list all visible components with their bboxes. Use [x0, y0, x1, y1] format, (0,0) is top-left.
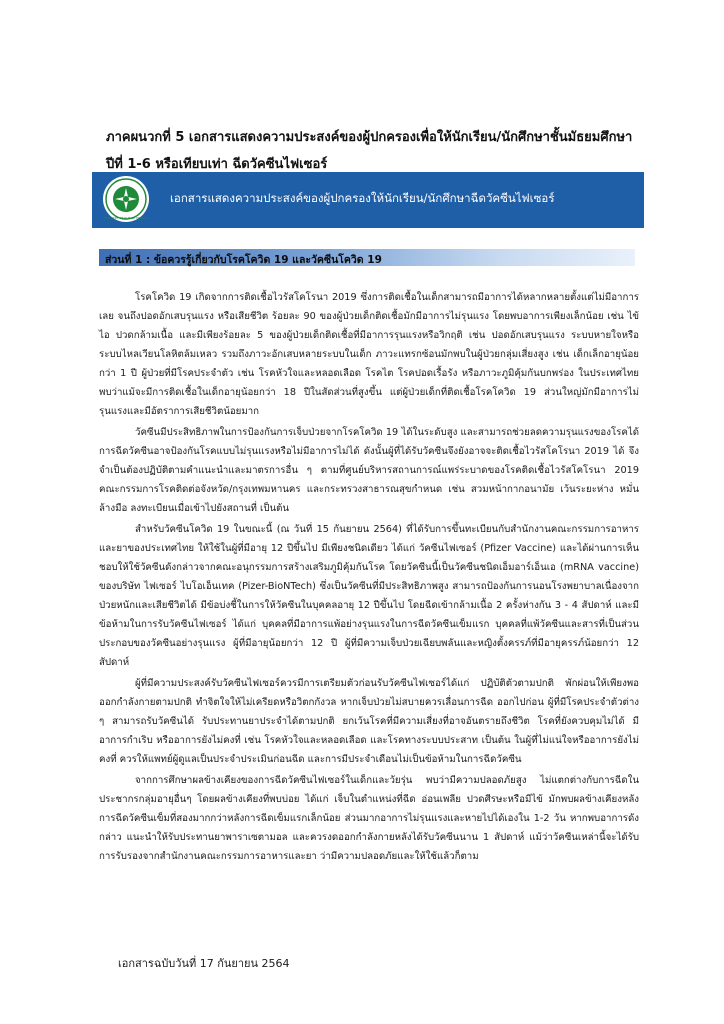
paragraph-covid-disease: โรคโควิด 19 เกิดจากการติดเชื้อไวรัสโคโรนา 2019 ซึ่งการติดเชื้อในเด็กสามารถมีอาการได้หลากหลายตั้งแต่ไม่มีอาการเลย จนถึงปอดอักเสบรุนแรง หรือเสียชีวิต ร้อยละ 90 ของผู้ป่วยเด็กติดเชื้อมักมีอาการไม่รุนแรง โดยพบอาการเพียงเล็กน้อย เช่น ไข้ ไอ ปวดกล้ามเนื้อ และมีเพียงร้อยละ 5 ของผู้ป่วยเด็กติดเชื้อที่มีอาการรุนแรงหรือวิกฤติ เช่น ปอดอักเสบรุนแรง ระบบหายใจหรือระบบไหลเวียนโลหิตล้มเหลว รวมถึงภาวะอักเสบหลายระบบในเด็ก ภาวะแทรกซ้อนมักพบในผู้ป่วยกลุ่มเสี่ยงสูง เช่น เด็กเล็กอายุน้อยกว่า 1 ปี ผู้ป่วยที่มีโรคประจำตัว เช่น โรคหัวใจและหลอดเลือด โรคไต โรคปอดเรื้อรัง หรือภาวะภูมิคุ้มกันบกพร่อง ในประเทศไทยพบว่าแม้จะมีการติดเชื้อในเด็กอายุน้อยกว่า 18 ปีในสัดส่วนที่สูงขึ้น แต่ผู้ป่วยเด็กที่ติดเชื้อโรคโควิด 19 ส่วนใหญ่มักมีอาการไม่รุนแรงและมีอัตราการเสียชีวิตน้อยมาก — [99, 292, 639, 417]
paragraph-side-effects: จากการศึกษาผลข้างเคียงของการฉีดวัคซีนไฟเซอร์ในเด็กและวัยรุ่น พบว่ามีความปลอดภัยสูง ไม่แตกต่างกับการฉีดในประชากรกลุ่มอายุอื่นๆ โดยผลข้างเคียงที่พบบ่อย ได้แก่ เจ็บในตำแหน่งที่ฉีด อ่อนเพลีย ปวดศีรษะหรือมีไข้ มักพบผลข้างเคียงหลังการฉีดวัคซีนเข็มที่สองมากกว่าหลังการฉีดเข็มแรกเล็กน้อย ส่วนมากอาการไม่รุนแรงและหายไปได้เองใน 1-2 วัน หากพบอาการดังกล่าว แนะนำให้รับประทานยาพาราเซตามอล และควรงดออกกำลังกายหลังได้รับวัคซีนนาน 1 สัปดาห์ แม้ว่าวัคซีนเหล่านี้จะได้รับการรับรองจากสำนักงานคณะกรรมการอาหารและยา ว่ามีความปลอดภัยและให้ใช้แล้วก็ตาม — [99, 775, 639, 862]
appendix-title — [106, 124, 646, 178]
paragraph-pfizer-vaccine: สำหรับวัคซีนโควิด 19 ในขณะนี้ (ณ วันที่ 15 กันยายน 2564) ที่ได้รับการขึ้นทะเบียนกับสำนักงานคณะกรรมการอาหารและยาของประเทศไทย ให้ใช้ในผู้ที่มีอายุ 12 ปีขึ้นไป มีเพียงชนิดเดียว ได้แก่ วัคซีนไฟเซอร์ (Pfizer Vaccine) และได้ผ่านการเห็นชอบให้ใช้วัคซีนดังกล่าวจากคณะอนุกรรมการสร้างเสริมภูมิคุ้มกันโรค โดยวัคซีนนี้เป็นวัคซีนชนิดเอ็มอาร์เอ็นเอ (mRNA vaccine) ของบริษัท ไฟเซอร์ ไบโอเอ็นเทค (Pizer-BioNTech) ซึ่งเป็นวัคซีนที่มีประสิทธิภาพสูง สามารถป้องกันการนอนโรงพยาบาลเนื่องจากป่วยหนักและเสียชีวิตได้ มีข้อบ่งชี้ในการให้วัคซีนในบุคคลอายุ 12 ปีขึ้นไป โดยฉีดเข้ากล้ามเนื้อ 2 ครั้งห่างกัน 3 - 4 สัปดาห์ และมีข้อห้ามในการรับวัคซีนไฟเซอร์ ได้แก่ บุคคลที่มีอาการแพ้อย่างรุนแรงในการฉีดวัคซีนเข็มแรก บุคคลที่แพ้วัคซีนและสารที่เป็นส่วนประกอบของวัคซีนอย่างรุนแรง ผู้ที่มีอายุน้อยกว่า 12 ปี ผู้ที่มีความเจ็บป่วยเฉียบพลันและหญิงตั้งครรภ์ที่มีอายุครรภ์น้อยกว่า 12 สัปดาห์ — [99, 524, 639, 668]
section-1-header — [99, 249, 635, 266]
appendix-title-line-1: ภาคผนวกที่ 5 เอกสารแสดงความประสงค์ของผู้ปกครองเพื่อให้นักเรียน/นักศึกษาชั้นมัธยมศึกษา — [106, 130, 633, 145]
logo-caption: MINISTRY OF PUBLIC HEALTH — [104, 216, 148, 220]
paragraph-vaccine-efficacy: วัคซีนมีประสิทธิภาพในการป้องกันการเจ็บป่วยจากโรคโควิด 19 ได้ในระดับสูง และสามารถช่วยลดความรุนแรงของโรคได้ การฉีดวัคซีนอาจป้องกันโรคแบบไม่รุนแรงหรือไม่มีอาการไม่ได้ ดังนั้นผู้ที่ได้รับวัคซีนจึงยังอาจจะติดเชื้อไวรัสโคโรนา 2019 ได้ จึงจำเป็นต้องปฏิบัติตามคำแนะนำและมาตรการอื่น ๆ ตามที่ศูนย์บริหารสถานการณ์แพร่ระบาดของโรคติดเชื้อไวรัสโคโรนา 2019 คณะกรรมการโรคติดต่อจังหวัด/กรุงเทพมหานคร และกระทรวงสาธารณสุขกำหนด เช่น สวมหน้ากากอนามัย เว้นระยะห่าง หมั่นล้างมือ ลงทะเบียนเมื่อเข้าไปยังสถานที่ เป็นต้น — [99, 427, 639, 514]
document-date-footer: เอกสารฉบับวันที่ 17 กันยายน 2564 — [118, 957, 290, 970]
banner-text: เอกสารแสดงความประสงค์ของผู้ปกครองให้นักเรียน/นักศึกษาฉีดวัคซีนไฟเซอร์ — [170, 191, 555, 205]
section-1-title: ส่วนที่ 1 : ข้อควรรู้เกี่ยวกับโรคโควิด 19 และวัคซีนโควิด 19 — [105, 254, 382, 266]
paragraph-preparation: ผู้ที่มีความประสงค์รับวัคซีนไฟเซอร์ควรมีการเตรียมตัวก่อนรับวัคซีนไฟเซอร์ได้แก่ ปฏิบัติตัวตามปกติ พักผ่อนให้เพียงพอ ออกกำลังกายตามปกติ ทำจิตใจให้ไม่เครียดหรือวิตกกังวล หากเจ็บป่วยไม่สบายควรเลื่อนการฉีด ออกไปก่อน ผู้ที่มีโรคประจำตัวต่าง ๆ สามารถรับวัคซีนได้ รับประทานยาประจำได้ตามปกติ ยกเว้นโรคที่มีความเสี่ยงที่อาจอันตรายถึงชีวิต โรคที่ยังควบคุมไม่ได้ มีอาการกำเริบ หรืออาการยังไม่คงที่ เช่น โรคหัวใจและหลอดเลือด และโรคทางระบบประสาท เป็นต้น ในผู้ที่ไม่แน่ใจหรืออาการยังไม่คงที่ ควรให้แพทย์ผู้ดูแลเป็นประจำประเมินก่อนฉีด และการมีประจำเดือนไม่เป็นข้อห้ามในการฉีดวัคซีน — [99, 678, 639, 765]
ministry-of-public-health-logo — [102, 175, 150, 223]
section-1-body — [99, 288, 639, 868]
header-banner — [92, 172, 644, 228]
appendix-title-line-2: ปีที่ 1-6 หรือเทียบเท่า ฉีดวัคซีนไฟเซอร์ — [106, 157, 328, 172]
